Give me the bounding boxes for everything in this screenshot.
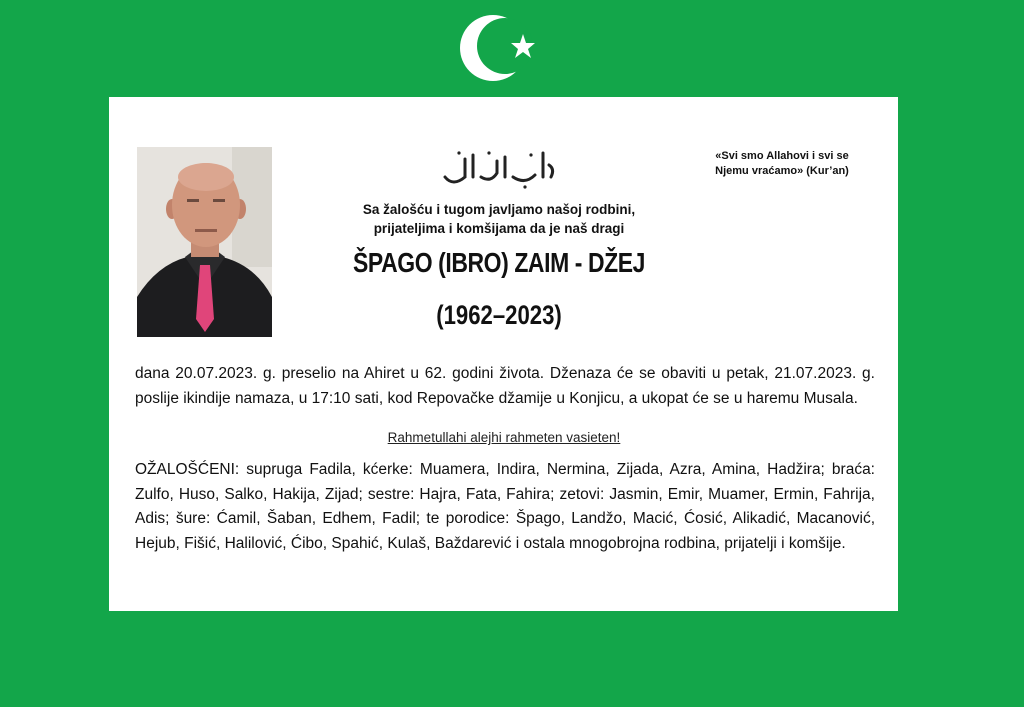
deceased-name: ŠPAGO (IBRO) ZAIM - DŽEJ bbox=[352, 247, 646, 278]
prayer-text: Rahmetullahi alejhi rahmeten vasieten! bbox=[387, 430, 621, 445]
intro-line-2: prijateljima i komšijama da je naš dragi bbox=[373, 221, 625, 236]
funeral-details: dana 20.07.2023. g. preselio na Ahiret u 62. godini života. Dženaza će se obaviti u petak, 21.07.2023. g. poslije ikindije namaza, u 17:10 sati, kod Repovačke džamije u Konjicu, a ukopat će se u haremu Musala. bbox=[135, 365, 875, 407]
portrait-photo bbox=[137, 147, 272, 337]
arabic-calligraphy-icon bbox=[439, 147, 559, 189]
deceased-years: (1962–2023) bbox=[436, 300, 562, 330]
mourners-list: OŽALOŠĆENI: supruga Fadila, kćerke: Muamera, Indira, Nermina, Zijada, Azra, Amina, Hadžira; braća: Zulfo, Huso, Salko, Hakija, Zijad; sestre: Hajra, Fata, Fahira; zetovi: Jasmin, Emir, Muamer, Ermin, Fahrija, Adis; šure: Ćamil, Šaban, Edhem, Fadil; te porodice: Špago, Landžo, Macić, Ćosić, Alikadić, Macanović, Hejub, Fišić, Halilović, Ćibo, Spahić, Kulaš, Baždarević i ostala mnogobrojna rodbina, prijatelji i komšije. bbox=[135, 461, 875, 552]
intro-line-1: Sa žalošću i tugom javljamo našoj rodbini, bbox=[362, 202, 636, 217]
crescent-star-icon bbox=[455, 8, 545, 88]
quran-quote bbox=[697, 149, 867, 179]
obituary-card bbox=[109, 97, 898, 611]
quote-line-2: Njemu vraćamo» (Kur’an) bbox=[715, 165, 849, 177]
intro-text bbox=[319, 200, 679, 238]
quote-line-1: «Svi smo Allahovi i svi se bbox=[715, 150, 849, 162]
